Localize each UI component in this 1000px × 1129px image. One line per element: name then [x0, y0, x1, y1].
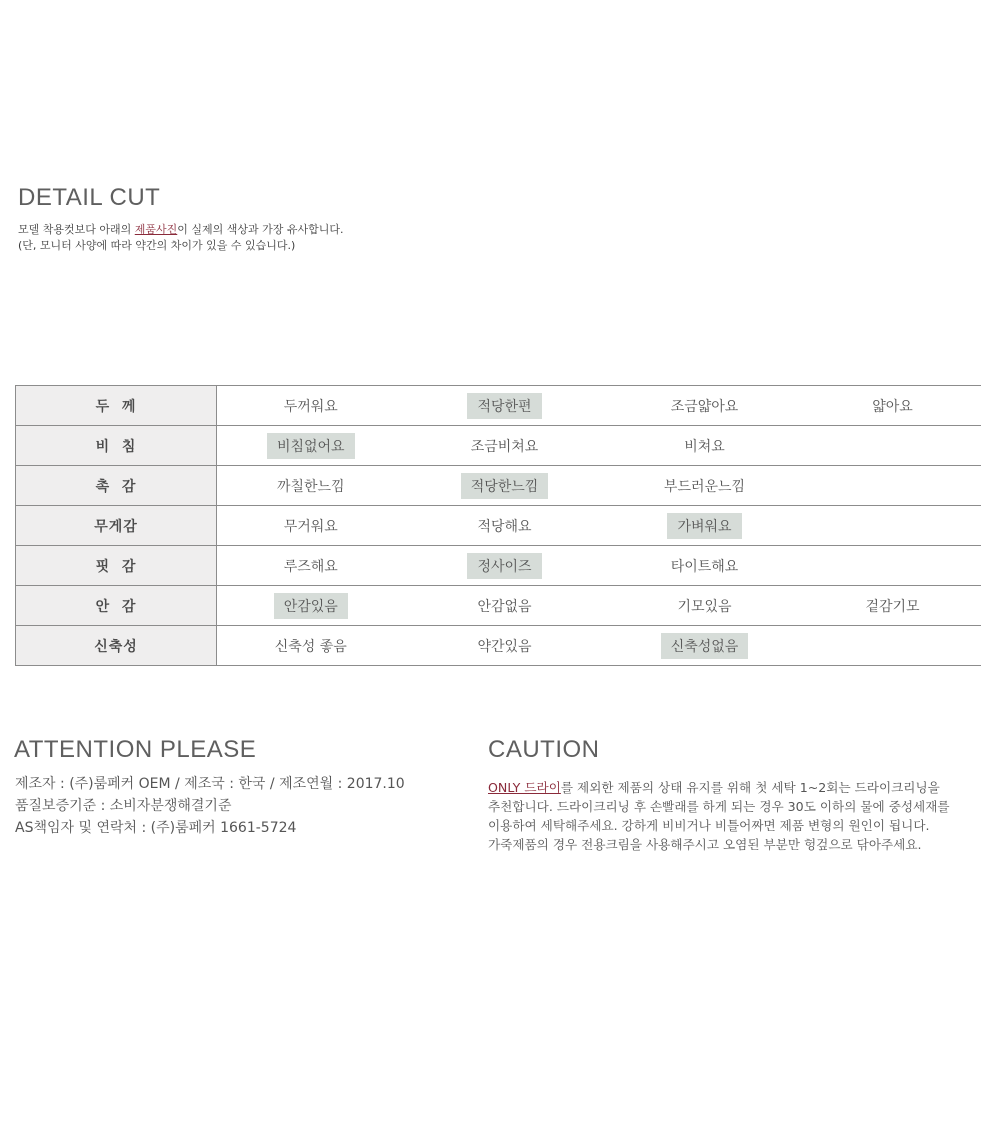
spec-option-cell — [805, 466, 981, 506]
spec-option-selected: 적당한느낌 — [461, 473, 549, 499]
spec-option: 부드러운느낌 — [663, 478, 746, 495]
spec-option-cell — [217, 506, 405, 546]
spec-row — [16, 586, 981, 626]
spec-option-cell — [217, 626, 405, 666]
spec-option-selected: 정사이즈 — [467, 553, 541, 579]
detail-desc-line-1 — [18, 222, 344, 238]
spec-option-cell — [405, 586, 605, 626]
only-dry-highlight: ONLY 드라이 — [488, 780, 561, 795]
spec-option-cell — [605, 626, 805, 666]
spec-option-cell — [217, 466, 405, 506]
spec-label: 안 감 — [16, 586, 217, 626]
spec-option-selected: 비침없어요 — [267, 433, 355, 459]
spec-option-cell — [805, 506, 981, 546]
quality-standard: 품질보증기준 : 소비자분쟁해결기준 — [15, 798, 232, 814]
spec-option-cell — [805, 626, 981, 666]
spec-option-cell — [605, 466, 805, 506]
spec-row — [16, 506, 981, 546]
spec-option: 약간있음 — [477, 638, 532, 655]
spec-option-cell — [405, 506, 605, 546]
spec-row — [16, 386, 981, 426]
spec-row — [16, 426, 981, 466]
spec-option: 타이트해요 — [670, 558, 739, 575]
spec-option-cell — [605, 546, 805, 586]
spec-option: 비쳐요 — [684, 438, 725, 455]
spec-option-cell — [405, 546, 605, 586]
spec-option-selected: 신축성없음 — [661, 633, 749, 659]
spec-option: 조금얇아요 — [670, 398, 739, 415]
spec-option-selected: 적당한편 — [467, 393, 541, 419]
spec-option-cell — [405, 386, 605, 426]
caution-line-3: 이용하여 세탁해주세요. 강하게 비비거나 비틀어짜면 제품 변형의 원인이 됩니다. — [488, 818, 930, 833]
detail-desc-line-2: (단, 모니터 사양에 따라 약간의 차이가 있을 수 있습니다.) — [18, 239, 296, 252]
as-contact: AS책임자 및 연락처 : (주)룸페커 1661-5724 — [15, 820, 297, 836]
spec-label: 비 침 — [16, 426, 217, 466]
spec-option-cell — [217, 546, 405, 586]
spec-option: 안감없음 — [477, 598, 532, 615]
spec-label: 무게감 — [16, 506, 217, 546]
spec-label: 촉 감 — [16, 466, 217, 506]
spec-option-cell — [405, 466, 605, 506]
spec-option: 신축성 좋음 — [274, 638, 347, 655]
attention-title: ATTENTION PLEASE — [14, 736, 257, 763]
caution-line-1-rest: 를 제외한 제품의 상태 유지를 위해 첫 세탁 1~2회는 드라이크리닝을 — [560, 780, 940, 795]
attention-info — [15, 773, 405, 839]
spec-option: 기모있음 — [677, 598, 732, 615]
caution-title: CAUTION — [488, 736, 600, 763]
caution-line-4: 가죽제품의 경우 전용크림을 사용해주시고 오염된 부분만 헝겊으로 닦아주세요. — [488, 837, 922, 852]
spec-label: 신축성 — [16, 626, 217, 666]
detail-cut-title: DETAIL CUT — [18, 184, 161, 211]
detail-description — [18, 222, 344, 254]
spec-row — [16, 546, 981, 586]
spec-option-cell — [217, 426, 405, 466]
spec-label: 핏 감 — [16, 546, 217, 586]
spec-option-cell — [405, 626, 605, 666]
spec-option-cell — [805, 586, 981, 626]
spec-option-cell — [217, 586, 405, 626]
manufacturer-info: 제조자 : (주)룸페커 OEM / 제조국 : 한국 / 제조연월 : 2017.10 — [15, 776, 405, 792]
caution-line-1 — [488, 778, 950, 797]
caution-line-2: 추천합니다. 드라이크리닝 후 손빨래를 하게 되는 경우 30도 이하의 물에 중성세재를 — [488, 799, 950, 814]
spec-option-cell — [605, 586, 805, 626]
spec-option: 조금비쳐요 — [470, 438, 539, 455]
detail-desc-post: 이 실제의 색상과 가장 유사합니다. — [177, 223, 344, 236]
detail-desc-pre: 모델 착용컷보다 아래의 — [18, 223, 135, 236]
spec-option: 얇아요 — [872, 398, 913, 415]
spec-option: 까칠한느낌 — [276, 478, 345, 495]
spec-option: 두꺼워요 — [283, 398, 338, 415]
spec-option: 무거워요 — [283, 518, 338, 535]
spec-option: 겉감기모 — [865, 598, 920, 615]
spec-option-cell — [605, 426, 805, 466]
spec-option-cell — [805, 426, 981, 466]
spec-option-selected: 안감있음 — [274, 593, 348, 619]
spec-row — [16, 466, 981, 506]
spec-option-cell — [805, 546, 981, 586]
spec-option-cell — [805, 386, 981, 426]
spec-option-cell — [605, 506, 805, 546]
spec-option-cell — [605, 386, 805, 426]
caution-info — [488, 778, 950, 854]
spec-option: 루즈해요 — [283, 558, 338, 575]
spec-option-cell — [405, 426, 605, 466]
product-photo-highlight: 제품사진 — [134, 223, 178, 236]
spec-row — [16, 626, 981, 666]
spec-label: 두 께 — [16, 386, 217, 426]
spec-option: 적당해요 — [477, 518, 532, 535]
spec-option-selected: 가벼워요 — [667, 513, 741, 539]
spec-option-cell — [217, 386, 405, 426]
fabric-spec-table — [15, 385, 981, 666]
